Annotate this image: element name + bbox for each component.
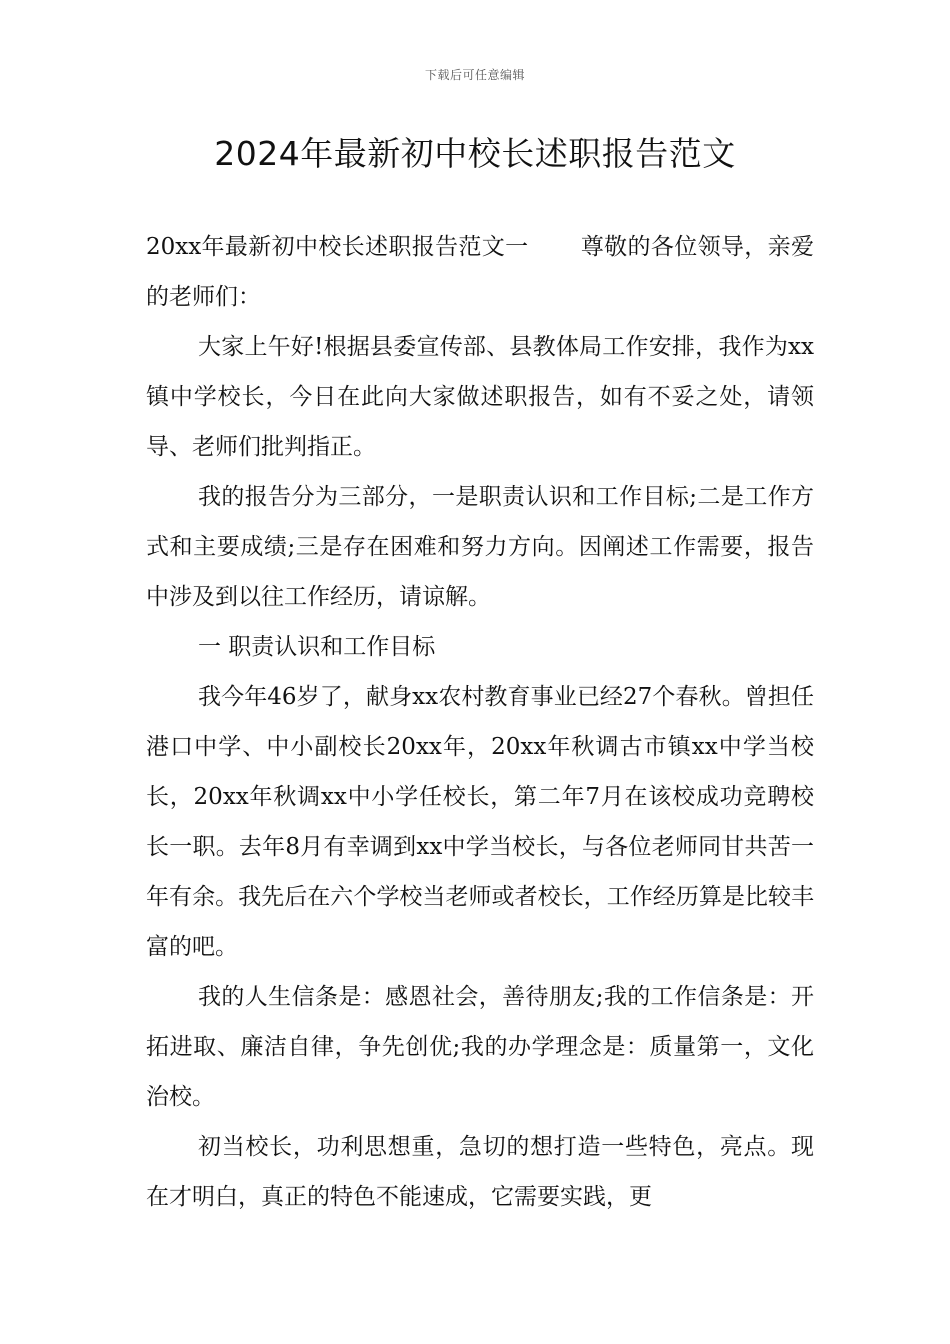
body-paragraph-4: 我的人生信条是：感恩社会，善待朋友;我的工作信条是：开拓进取、廉洁自律，争先创优;我的办学理念是：质量第一，文化治校。 (146, 984, 814, 1110)
section-heading: 一 职责认识和工作目标 (198, 634, 436, 660)
body-paragraph-1: 大家上午好!根据县委宣传部、县教体局工作安排，我作为xx镇中学校长，今日在此向大家做述职报告，如有不妥之处，请领导、老师们批判指正。 (146, 334, 814, 460)
intro-paragraph (146, 222, 814, 322)
page-title: 2024年最新初中校长述职报告范文 (214, 134, 736, 173)
body-paragraph-3: 我今年46岁了，献身xx农村教育事业已经27个春秋。曾担任港口中学、中小副校长20xx年，20xx年秋调古市镇xx中学当校长，20xx年秋调xx中小学任校长，第二年7月在该校成功竞聘校长一职。去年8月有幸调到xx中学当校长，与各位老师同甘共苦一年有余。我先后在六个学校当老师或者校长，工作经历算是比较丰富的吧。 (146, 684, 814, 960)
document-body (146, 222, 814, 1222)
intro-heading: 20xx年最新初中校长述职报告范文一 (146, 234, 529, 260)
download-note: 下载后可任意编辑 (424, 68, 525, 82)
body-paragraph-2: 我的报告分为三部分，一是职责认识和工作目标;二是工作方式和主要成绩;三是存在困难和努力方向。因阐述工作需要，报告中涉及到以往工作经历，请谅解。 (146, 484, 814, 610)
intro-salutation: 尊敬的各位领导，亲爱的老师们： (146, 234, 814, 310)
body-paragraph-5: 初当校长，功利思想重，急切的想打造一些特色，亮点。现在才明白，真正的特色不能速成，它需要实践，更 (146, 1134, 814, 1210)
